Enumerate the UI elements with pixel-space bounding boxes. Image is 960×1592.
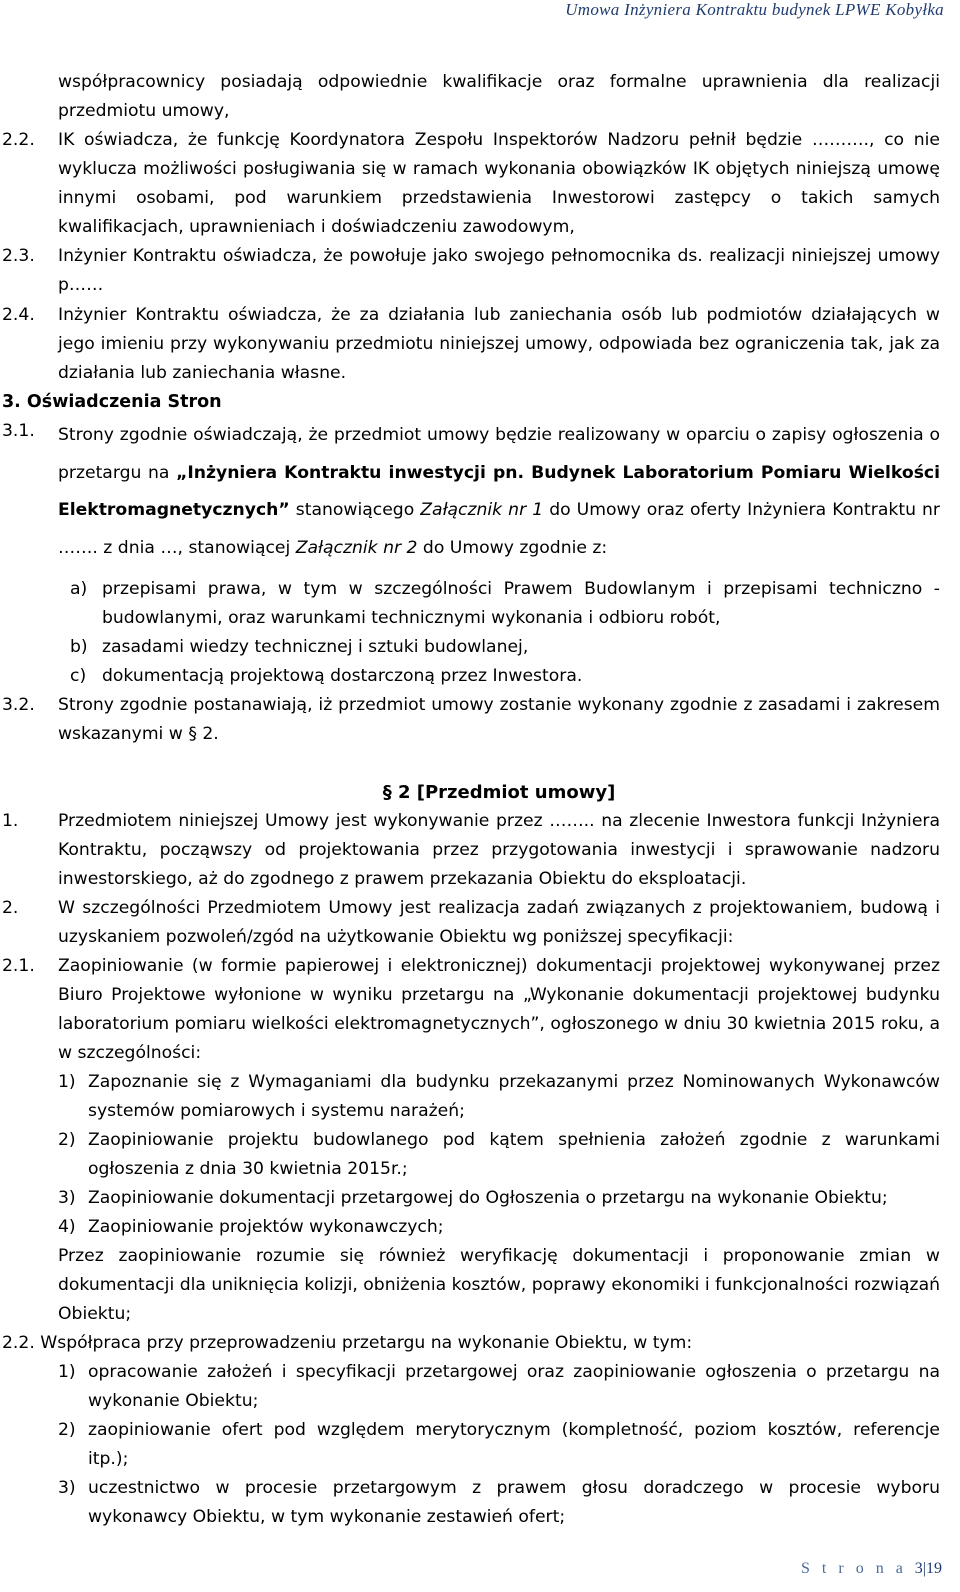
paragraph-text: Inżynier Kontraktu oświadcza, że za działania lub zaniechania osób lub podmiotów działających w jego imieniu przy wykonywaniu przedmiotu niniejszej umowy, odpowiada bez ograniczenia tak, jak za działania lub zaniechania własne. xyxy=(58,305,940,383)
list-text: przepisami prawa, w tym w szczególności Prawem Budowlanym i przepisami techniczno - budowlanymi, oraz warunkami technicznymi wykonania i odbioru robót, xyxy=(102,579,940,628)
paragraph-text: stanowiącego xyxy=(289,500,421,520)
list-item-a xyxy=(58,575,940,633)
section-heading-wrap xyxy=(2,388,940,417)
paragraph-2-1 xyxy=(2,952,940,1068)
paragraph-number: 2.3. xyxy=(2,246,35,266)
coop-item-1 xyxy=(58,1358,940,1416)
list-item-3 xyxy=(58,1184,940,1213)
paragraph-2-1-note: Przez zaopiniowanie rozumie się również weryfikację dokumentacji i proponowanie zmian w dokumentacji dla uniknięcia kolizji, obniżenia kosztów, poprawy ekonomiki i funkcjonalności rozwiązań Obiektu; xyxy=(58,1246,940,1324)
paragraph-text: do Umowy zgodnie z: xyxy=(417,537,608,558)
page-number: 3|19 xyxy=(914,1560,942,1577)
paragraph-text: Strony zgodnie postanawiają, iż przedmiot umowy zostanie wykonany zgodnie z zasadami i zakresem wskazanymi w § 2. xyxy=(58,695,940,744)
paragraph-2-3 xyxy=(2,242,940,300)
annex-ref: Załącznik nr 2 xyxy=(295,537,418,558)
paragraph-number: 2.4. xyxy=(2,305,35,325)
paragraph-1 xyxy=(2,807,940,894)
list-label: 2) xyxy=(58,1420,76,1440)
paragraph-text: Przedmiotem niniejszej Umowy jest wykonywanie przez …….. na zlecenie Inwestora funkcji Inżyniera Kontraktu, począwszy od projektowania przez przygotowania inwestycji i sprawowanie nadzoru inwestorskiego, aż do zgodnego z prawem przekazania Obiektu do eksploatacji. xyxy=(58,811,940,889)
paragraph-3-1 xyxy=(2,417,941,567)
list-item-1 xyxy=(58,1068,940,1126)
annex-ref: Załącznik nr 1 xyxy=(420,500,544,520)
paragraph-text: Zaopiniowanie (w formie papierowej i elektronicznej) dokumentacji projektowej wykonywanej przez Biuro Projektowe wyłonione w wyniku przetargu na „Wykonanie dokumentacji projektowej budynku laboratorium pomiaru wielkości elektromagnetycznych”, ogłoszonego w dniu 30 kwietnia 2015 roku, a w szczególności: xyxy=(58,956,940,1063)
list-label: c) xyxy=(70,666,87,686)
list-label: 3) xyxy=(58,1478,76,1498)
paragraph-number: 3.1. xyxy=(2,421,35,441)
paragraph-text: Inżynier Kontraktu oświadcza, że powołuje jako swojego pełnomocnika ds. realizacji niniejszej umowy p…… xyxy=(58,246,940,295)
list-text: zasadami wiedzy technicznej i sztuki budowlanej, xyxy=(102,637,529,657)
paragraph-text: IK oświadcza, że funkcję Koordynatora Zespołu Inspektorów Nadzoru pełnił będzie ………., co nie wyklucza możliwości posługiwania się w ramach wykonania obowiązków IK objętych niniejszą umowę innymi osobami, pod warunkiem przedstawienia Inwestorowi zastępcy o takich samych kwalifikacjach, uprawnieniach i doświadczeniu zawodowym, xyxy=(58,130,940,237)
paragraph-2-4 xyxy=(2,301,940,388)
page-footer xyxy=(801,1560,942,1578)
list-text: Zaopiniowanie projektu budowlanego pod kątem spełnienia założeń zgodnie z warunkami ogłoszenia z dnia 30 kwietnia 2015r.; xyxy=(88,1130,940,1179)
paragraph-2 xyxy=(2,894,940,952)
coop-item-2 xyxy=(58,1416,940,1474)
list-text: Zapoznanie się z Wymaganiami dla budynku przekazanymi przez Nominowanych Wykonawców systemów pomiarowych i systemu narażeń; xyxy=(88,1072,940,1121)
paragraph-text: do Umowy oraz oferty Inżyniera Kontraktu nr ……. z dnia …, stanowiącej xyxy=(58,500,940,558)
paragraph-2-2-cooperation: 2.2. Współpraca przy przeprowadzeniu przetargu na wykonanie Obiektu, w tym: xyxy=(2,1333,693,1353)
paragraph-text: W szczególności Przedmiotem Umowy jest realizacja zadań związanych z projektowaniem, budową i uzyskaniem pozwoleń/zgód na użytkowanie Obiektu wg poniższej specyfikacji: xyxy=(58,898,940,947)
list-label: b) xyxy=(70,637,88,657)
list-label: 1) xyxy=(58,1362,76,1382)
list-item-c xyxy=(58,662,940,691)
paragraph-number: 2.2. xyxy=(2,130,35,150)
list-label: 3) xyxy=(58,1188,76,1208)
paragraph-2-2 xyxy=(2,126,940,242)
list-text: Zaopiniowanie dokumentacji przetargowej do Ogłoszenia o przetargu na wykonanie Obiektu; xyxy=(88,1188,888,1208)
list-label: 4) xyxy=(58,1217,76,1237)
coop-item-3 xyxy=(58,1474,940,1532)
section-heading: 3. Oświadczenia Stron xyxy=(2,392,222,412)
list-label: 1) xyxy=(58,1072,76,1092)
list-text: uczestnictwo w procesie przetargowym z prawem głosu doradczego w procesie wyboru wykonawcy Obiektu, w tym wykonanie zestawień ofert; xyxy=(88,1478,940,1527)
list-text: zaopiniowanie ofert pod względem merytorycznym (kompletność, poziom kosztów, referencje itp.); xyxy=(88,1420,940,1469)
tender-name: „Inżyniera Kontraktu inwestycji pn. Budynek Laboratorium Pomiaru Wielkości Elektromagnetycznych” xyxy=(58,462,941,520)
section-title: § 2 [Przedmiot umowy] xyxy=(382,782,616,803)
paragraph-number: 2.1. xyxy=(2,956,35,976)
list-text: opracowanie założeń i specyfikacji przetargowej oraz zaopiniowanie ogłoszenia o przetargu na wykonanie Obiektu; xyxy=(88,1362,940,1411)
paragraph-text: Strony zgodnie oświadczają, że przedmiot umowy będzie realizowany w oparciu o zapisy ogłoszenia o przetargu na xyxy=(58,425,940,483)
list-label: a) xyxy=(70,579,88,599)
list-item-4 xyxy=(58,1213,940,1242)
paragraph-2-1-cont: współpracownicy posiadają odpowiednie kwalifikacje oraz formalne uprawnienia dla realizacji przedmiotu umowy, xyxy=(58,72,940,121)
paragraph-3-2 xyxy=(2,691,940,749)
list-item-b xyxy=(58,633,940,662)
list-item-2 xyxy=(58,1126,940,1184)
paragraph-number: 2. xyxy=(2,898,19,918)
list-label: 2) xyxy=(58,1130,76,1150)
paragraph-number: 3.2. xyxy=(2,695,35,715)
list-text: Zaopiniowanie projektów wykonawczych; xyxy=(88,1217,444,1237)
list-text: dokumentacją projektową dostarczoną przez Inwestora. xyxy=(102,666,583,686)
document-body xyxy=(2,68,941,1532)
page-label: S t r o n a xyxy=(801,1560,907,1577)
paragraph-number: 1. xyxy=(2,811,19,831)
running-header: Umowa Inżyniera Kontraktu budynek LPWE Kobyłka xyxy=(565,0,944,19)
